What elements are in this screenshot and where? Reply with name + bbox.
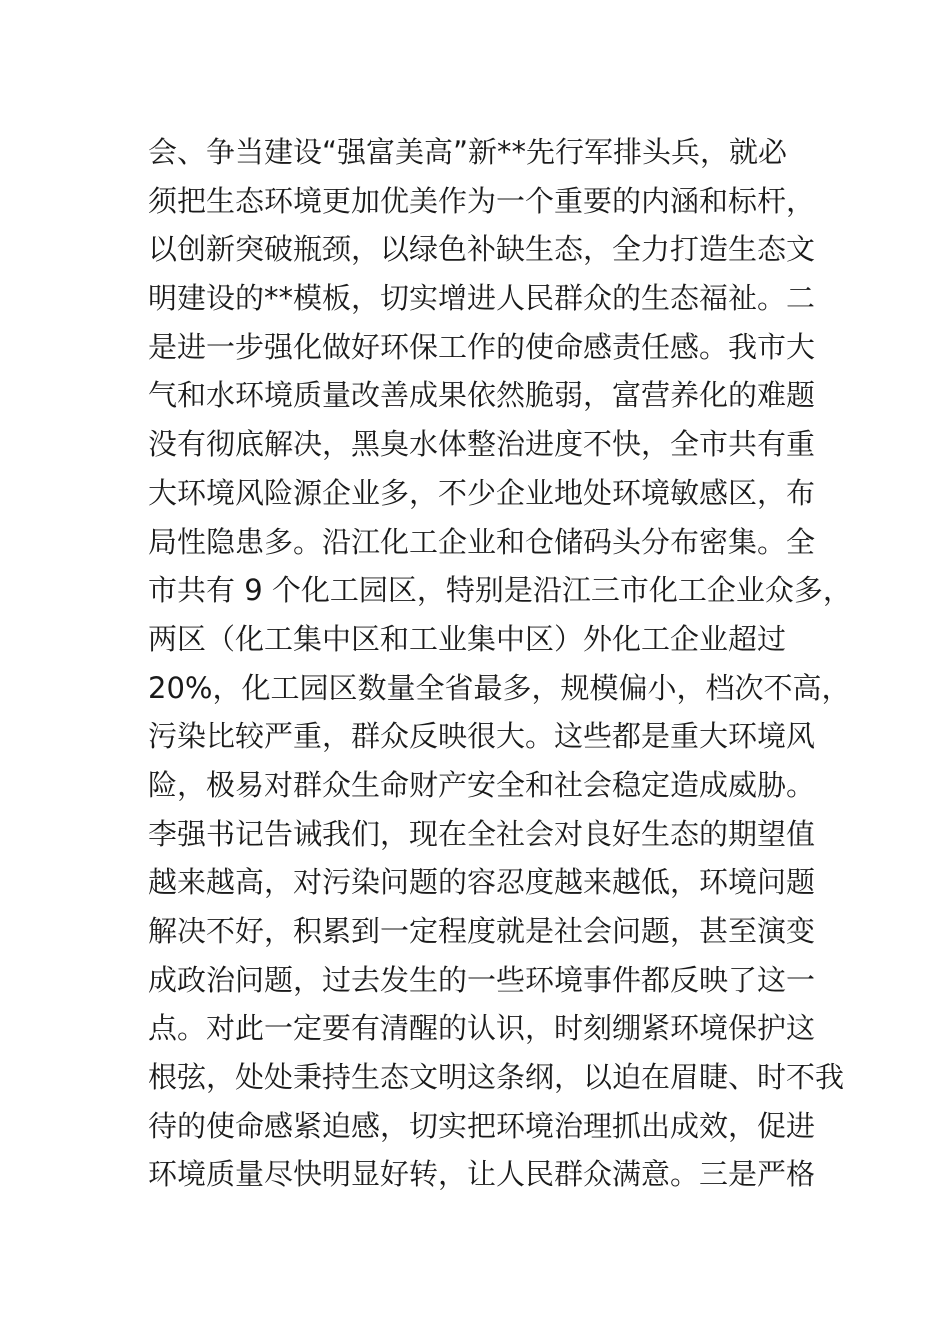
text-line: 以创新突破瓶颈，以绿色补缺生态，全力打造生态文 [148, 232, 816, 267]
text-line: 局性隐患多。沿江化工企业和仓储码头分布密集。全 [148, 524, 816, 559]
text-line: 环境质量尽快明显好转，让人民群众满意。三是严格 [148, 1157, 816, 1192]
text-line: 是进一步强化做好环保工作的使命感责任感。我市大 [148, 329, 816, 364]
text-line: 解决不好，积累到一定程度就是社会问题，甚至演变 [148, 914, 816, 948]
text-line: 气和水环境质量改善成果依然脆弱，富营养化的难题 [148, 378, 816, 413]
text-line: 会、争当建设“强富美高”新**先行军排头兵，就必 [148, 135, 788, 169]
text-line: 明建设的**模板，切实增进人民群众的生态福祉。二 [148, 281, 816, 316]
text-line: 市共有 9 个化工园区，特别是沿江三市化工企业众多， [148, 573, 852, 608]
text-line: 根弦，处处秉持生态文明这条纲，以迫在眉睫、时不我 [148, 1060, 845, 1095]
text-line: 点。对此一定要有清醒的认识，时刻绷紧环境保护这 [148, 1011, 816, 1046]
text-line: 污染比较严重，群众反映很大。这些都是重大环境风 [148, 719, 816, 754]
text-line: 大环境风险源企业多，不少企业地处环境敏感区，布 [148, 475, 816, 510]
text-line: 待的使命感紧迫感，切实把环境治理抓出成效，促进 [148, 1108, 816, 1143]
text-line: 两区（化工集中区和工业集中区）外化工企业超过 [148, 621, 787, 656]
body-text [148, 128, 852, 1199]
text-line: 须把生态环境更加优美作为一个重要的内涵和标杆， [148, 183, 816, 218]
text-line: 20%，化工园区数量全省最多，规模偏小，档次不高， [148, 670, 851, 705]
text-line: 成政治问题，过去发生的一些环境事件都反映了这一 [148, 962, 816, 997]
text-line: 李强书记告诫我们，现在全社会对良好生态的期望值 [148, 816, 816, 851]
text-line: 没有彻底解决，黑臭水体整治进度不快，全市共有重 [148, 427, 816, 462]
text-line: 越来越高，对污染问题的容忍度越来越低，环境问题 [148, 865, 816, 900]
text-line: 险，极易对群众生命财产安全和社会稳定造成威胁。 [148, 767, 816, 802]
